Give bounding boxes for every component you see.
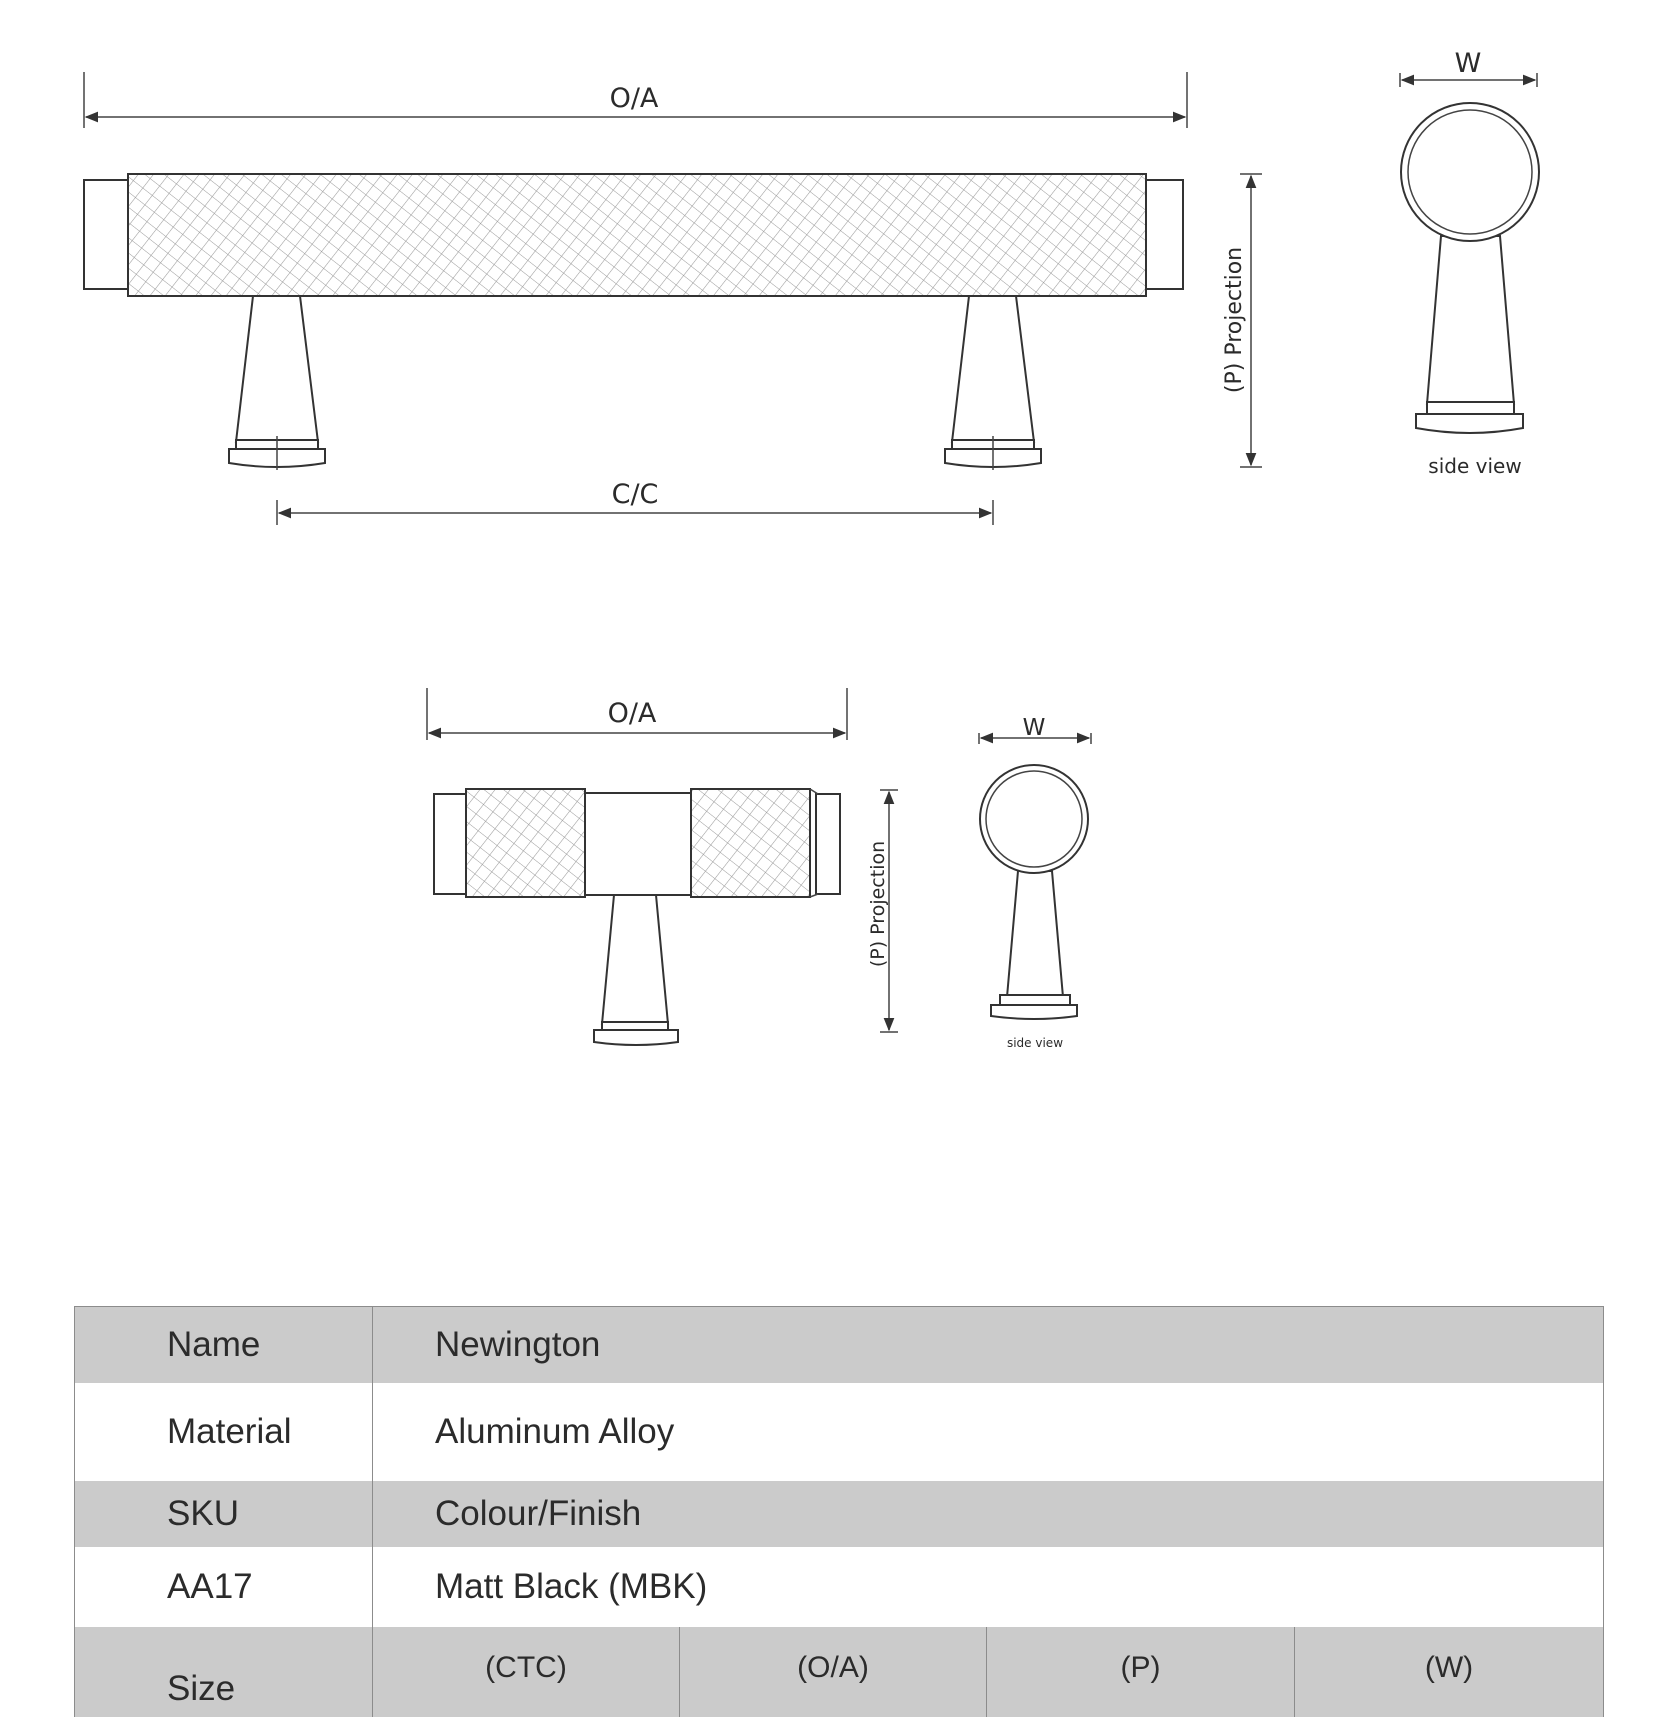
bar-overall-length-label: O/A <box>609 83 659 114</box>
knob-side-view-label: side view <box>1006 1036 1064 1050</box>
knob-projection-label: (P) Projection <box>867 840 889 968</box>
finish-label: Colour/Finish <box>373 1481 1604 1547</box>
material-label: Material <box>75 1383 373 1481</box>
bar-side-view-label: side view <box>1428 454 1522 478</box>
bar-projection-label: (P) Projection <box>1222 246 1247 394</box>
knob-width-label: W <box>1022 715 1046 741</box>
sku-label: SKU <box>75 1481 373 1547</box>
bar-handle-front-view <box>84 72 1262 525</box>
size-col-oa: (O/A) <box>680 1627 987 1717</box>
sku-value: AA17 <box>75 1547 373 1627</box>
sku-header-row <box>75 1481 1604 1547</box>
size-col-p: (P) <box>987 1627 1295 1717</box>
bar-width-label: W <box>1454 48 1482 79</box>
sku-row <box>75 1547 1604 1627</box>
name-value: Newington <box>373 1307 1604 1383</box>
size-col-w: (W) <box>1295 1627 1604 1717</box>
material-value: Aluminum Alloy <box>373 1383 1604 1481</box>
knob-side-view <box>979 715 1091 1050</box>
knob-front-view <box>427 688 898 1045</box>
name-label: Name <box>75 1307 373 1383</box>
name-row <box>75 1307 1604 1383</box>
size-col-ctc: (CTC) <box>373 1627 680 1717</box>
bar-handle-side-view <box>1400 48 1539 478</box>
knob-overall-length-label: O/A <box>607 698 657 729</box>
bar-centers-label: C/C <box>611 479 659 510</box>
finish-value: Matt Black (MBK) <box>373 1547 1604 1627</box>
material-row <box>75 1383 1604 1481</box>
size-header-row <box>75 1627 1604 1717</box>
spec-table <box>74 1306 1604 1717</box>
size-label: Size <box>75 1627 373 1717</box>
